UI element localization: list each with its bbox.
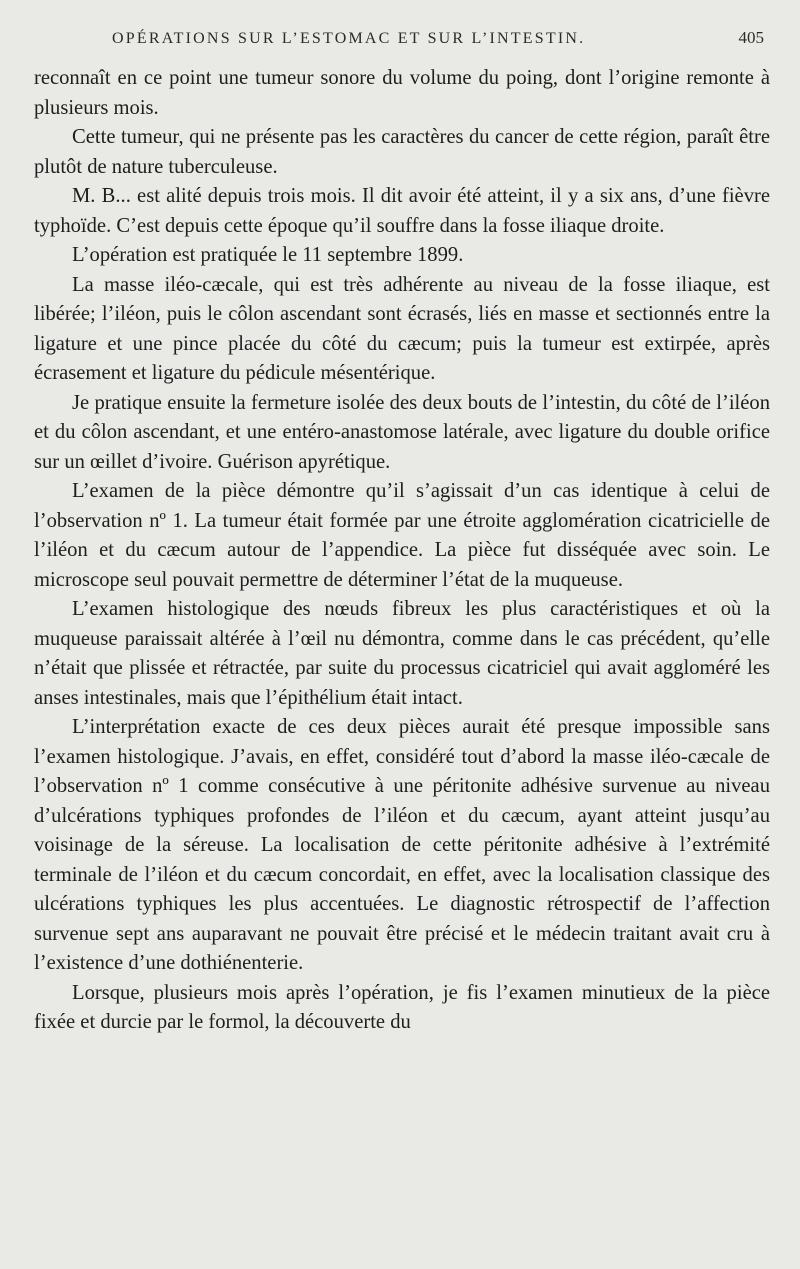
paragraph: Je pratique ensuite la fermeture isolée des deux bouts de l’intestin, du côté de l’iléon et du côlon ascendant, et une entéro-anastomose latérale, avec ligature du double orifice sur un œillet d’ivoire. Guérison apyrétique. — [34, 391, 770, 473]
paragraph-continuation: reconnaît en ce point une tumeur sonore du volume du poing, dont l’origine remonte à plusieurs mois. — [34, 67, 770, 119]
paragraph: Lorsque, plusieurs mois après l’opération, je fis l’examen minutieux de la pièce fixée et durcie par le formol, la découverte du — [34, 981, 770, 1033]
paragraph: L’examen histologique des nœuds fibreux les plus caractéristiques et où la muqueuse paraissait altérée à l’œil nu démontra, comme dans le cas précédent, qu’elle n’était que plissée et rétractée, par suite du processus cicatriciel qui avait aggloméré les anses intestinales, mais que l’épithélium était intact. — [34, 598, 770, 709]
body-text — [34, 64, 770, 1038]
paragraph: Cette tumeur, qui ne présente pas les caractères du cancer de cette région, paraît être plutôt de nature tuberculeuse. — [34, 126, 770, 178]
paragraph: L’interprétation exacte de ces deux pièces aurait été presque impossible sans l’examen histologique. J’avais, en effet, considéré tout d’abord la masse iléo-cæcale de l’observation nº 1 comme consécutive à une péritonite adhésive survenue au niveau d’ulcérations typhiques profondes de l’iléon et du cæcum, ayant atteint jusqu’au voisinage de la séreuse. La localisation de cette péritonite adhésive à l’extrémité terminale de l’iléon et du cæcum concordait, en effet, avec la localisation classique des ulcérations typhiques les plus accentuées. Le diagnostic rétrospectif de l’affection survenue sept ans auparavant ne pouvait être précisé et le médecin traitant avait cru à l’existence d’une dothiénenterie. — [34, 716, 770, 974]
paragraph: L’opération est pratiquée le 11 septembre 1899. — [72, 244, 464, 266]
paragraph: L’examen de la pièce démontre qu’il s’agissait d’un cas identique à celui de l’observation nº 1. La tumeur était formée par une étroite agglomération cicatricielle de l’iléon et du cæcum autour de l’appendice. La pièce fut disséquée avec soin. Le microscope seul pouvait permettre de déterminer l’état de la muqueuse. — [34, 480, 770, 591]
paragraph: M. B... est alité depuis trois mois. Il dit avoir été atteint, il y a six ans, d’une fièvre typhoïde. C’est depuis cette époque qu’il souffre dans la fosse iliaque droite. — [34, 185, 770, 237]
paragraph: La masse iléo-cæcale, qui est très adhérente au niveau de la fosse iliaque, est libérée; l’iléon, puis le côlon ascendant sont écrasés, liés en masse et sectionnés entre la ligature et une pince placée du côté du cæcum; puis la tumeur est extirpée, après écrasement et ligature du pédicule mésentérique. — [34, 273, 770, 384]
running-title: OPÉRATIONS SUR L’ESTOMAC ET SUR L’INTESTIN. — [112, 30, 586, 47]
page-number: 405 — [738, 28, 764, 47]
running-head — [34, 24, 770, 58]
